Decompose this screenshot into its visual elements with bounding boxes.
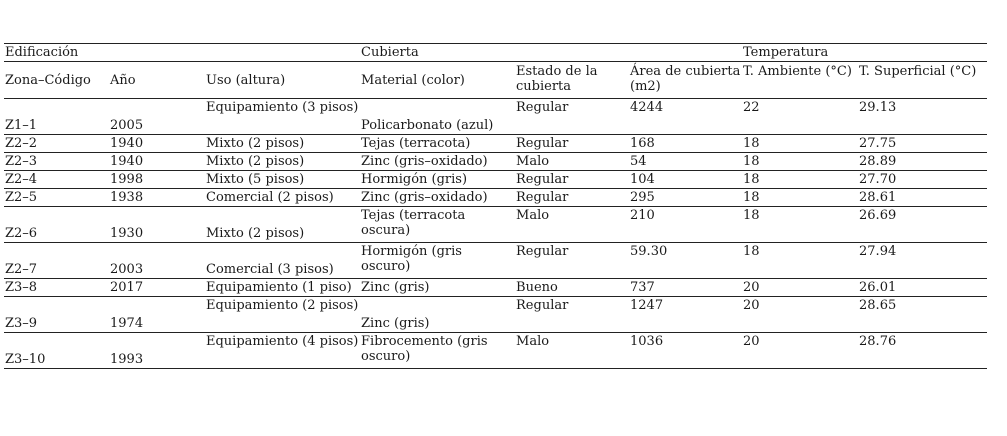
cell-zona: Z2–3	[5, 154, 38, 169]
cell-zona: Z2–2	[5, 136, 38, 151]
cell-t-ambiente: 18	[743, 154, 760, 169]
cell-zona: Z2–5	[5, 190, 38, 205]
cell-t-superficial: 28.61	[859, 190, 897, 205]
header-anio: Año	[110, 72, 136, 88]
cell-t-superficial: 26.69	[859, 208, 897, 223]
cell-area: 1036	[630, 334, 664, 349]
cell-area: 168	[630, 136, 655, 151]
header-area: Área de cubierta (m2)	[630, 64, 741, 94]
cell-zona: Z3–8	[5, 280, 38, 295]
roof-temperature-table	[4, 43, 987, 369]
cell-uso: Mixto (2 pisos)	[206, 136, 305, 151]
cell-t-superficial: 28.89	[859, 154, 897, 169]
cell-t-ambiente: 18	[743, 136, 760, 151]
cell-material: Hormigón (gris oscuro)	[361, 244, 462, 274]
cell-zona: Z2–4	[5, 172, 38, 187]
cell-estado: Malo	[516, 334, 550, 349]
group-header-row	[4, 44, 987, 62]
cell-material: Zinc (gris–oxidado)	[361, 190, 488, 205]
cell-t-ambiente: 20	[743, 280, 760, 295]
cell-material: Zinc (gris–oxidado)	[361, 154, 488, 169]
cell-estado: Malo	[516, 154, 550, 169]
cell-estado: Regular	[516, 172, 569, 187]
cell-anio: 1974	[110, 316, 144, 331]
cell-t-superficial: 28.65	[859, 298, 897, 313]
cell-area: 4244	[630, 100, 664, 115]
header-material: Material (color)	[361, 72, 465, 88]
cell-estado: Regular	[516, 244, 569, 259]
cell-zona: Z2–7	[5, 262, 38, 277]
cell-area: 1247	[630, 298, 664, 313]
cell-t-ambiente: 18	[743, 190, 760, 205]
group-edificacion: Edificación	[5, 45, 79, 60]
table-row	[4, 243, 987, 279]
cell-anio: 2003	[110, 262, 144, 277]
table-row	[4, 153, 987, 171]
table-row	[4, 207, 987, 243]
cell-area: 210	[630, 208, 655, 223]
cell-zona: Z1–1	[5, 118, 38, 133]
column-header-row	[4, 62, 987, 99]
table-row	[4, 279, 987, 297]
cell-anio: 1993	[110, 352, 144, 367]
cell-area: 737	[630, 280, 655, 295]
cell-uso: Mixto (5 pisos)	[206, 172, 305, 187]
cell-t-superficial: 27.70	[859, 172, 897, 187]
cell-estado: Regular	[516, 136, 569, 151]
cell-t-ambiente: 20	[743, 298, 760, 313]
cell-anio: 1938	[110, 190, 144, 205]
table-row	[4, 135, 987, 153]
header-t-superficial: T. Superficial (°C)	[859, 64, 977, 79]
cell-t-superficial: 28.76	[859, 334, 897, 349]
cell-area: 104	[630, 172, 655, 187]
cell-anio: 2017	[110, 280, 144, 295]
cell-t-superficial: 26.01	[859, 280, 897, 295]
cell-zona: Z3–9	[5, 316, 38, 331]
cell-t-superficial: 29.13	[859, 100, 897, 115]
cell-t-ambiente: 18	[743, 172, 760, 187]
table-row	[4, 171, 987, 189]
cell-uso: Mixto (2 pisos)	[206, 226, 305, 241]
cell-uso: Equipamiento (4 pisos)	[206, 334, 359, 349]
cell-zona: Z2–6	[5, 226, 38, 241]
cell-estado: Bueno	[516, 280, 558, 295]
header-estado: Estado de la cubierta	[516, 64, 598, 94]
cell-uso: Comercial (3 pisos)	[206, 262, 334, 277]
cell-t-ambiente: 22	[743, 100, 760, 115]
cell-area: 54	[630, 154, 647, 169]
cell-material: Fibrocemento (gris oscuro)	[361, 334, 488, 364]
cell-estado: Malo	[516, 208, 550, 223]
table-row	[4, 99, 987, 135]
group-cubierta: Cubierta	[361, 45, 419, 60]
cell-material: Zinc (gris)	[361, 316, 430, 331]
cell-anio: 1998	[110, 172, 144, 187]
table-row	[4, 333, 987, 369]
table-body	[4, 44, 987, 369]
cell-zona: Z3–10	[5, 352, 46, 367]
cell-t-ambiente: 18	[743, 244, 760, 259]
cell-anio: 1930	[110, 226, 144, 241]
cell-anio: 1940	[110, 136, 144, 151]
table-row	[4, 297, 987, 333]
cell-area: 59.30	[630, 244, 668, 259]
cell-t-ambiente: 18	[743, 208, 760, 223]
cell-t-superficial: 27.94	[859, 244, 897, 259]
cell-area: 295	[630, 190, 655, 205]
cell-anio: 1940	[110, 154, 144, 169]
cell-material: Zinc (gris)	[361, 280, 430, 295]
header-uso: Uso (altura)	[206, 72, 286, 88]
cell-uso: Equipamiento (1 piso)	[206, 280, 352, 295]
cell-anio: 2005	[110, 118, 144, 133]
cell-t-superficial: 27.75	[859, 136, 897, 151]
cell-estado: Regular	[516, 298, 569, 313]
cell-uso: Equipamiento (2 pisos)	[206, 298, 359, 313]
header-zona: Zona–Código	[5, 72, 91, 88]
cell-uso: Comercial (2 pisos)	[206, 190, 334, 205]
cell-uso: Equipamiento (3 pisos)	[206, 100, 359, 115]
cell-uso: Mixto (2 pisos)	[206, 154, 305, 169]
cell-material: Tejas (terracota oscura)	[361, 208, 466, 238]
cell-material: Policarbonato (azul)	[361, 118, 494, 133]
cell-material: Hormigón (gris)	[361, 172, 468, 187]
table-row	[4, 189, 987, 207]
cell-estado: Regular	[516, 190, 569, 205]
group-temperatura: Temperatura	[743, 45, 829, 60]
header-t-ambiente: T. Ambiente (°C)	[743, 64, 852, 79]
cell-material: Tejas (terracota)	[361, 136, 471, 151]
cell-t-ambiente: 20	[743, 334, 760, 349]
cell-estado: Regular	[516, 100, 569, 115]
